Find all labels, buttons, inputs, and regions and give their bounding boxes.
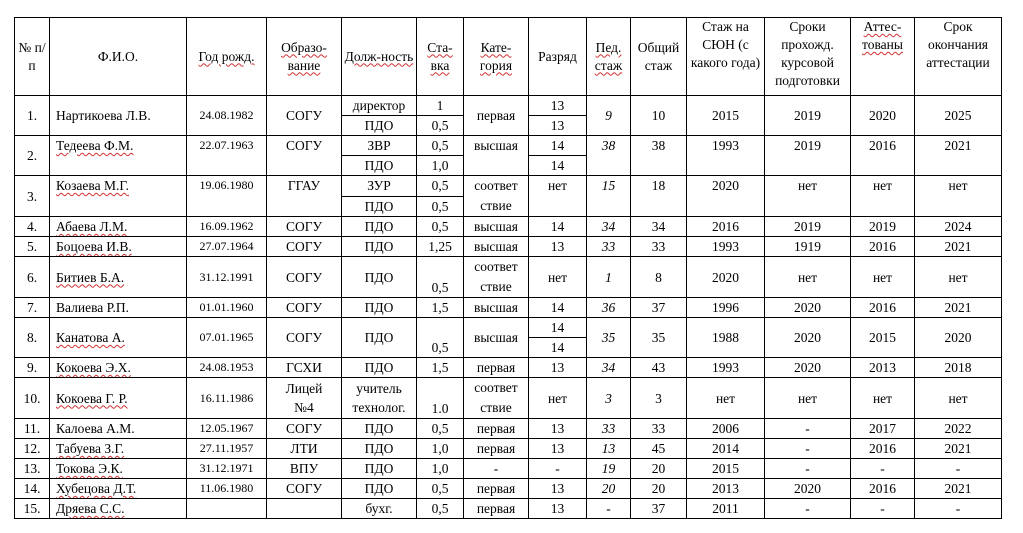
grade: 13 bbox=[529, 96, 587, 116]
rate: 1 bbox=[417, 96, 464, 116]
rate: 0,5 bbox=[417, 257, 464, 298]
attested-year: нет bbox=[851, 378, 915, 419]
row-number: 6. bbox=[15, 257, 50, 298]
attestation-end: 2021 bbox=[915, 237, 1002, 257]
grade: 13 bbox=[529, 499, 587, 519]
employee-name: Кокоева Э.Х. bbox=[50, 358, 187, 378]
ped-experience: 3 bbox=[587, 378, 631, 419]
header-grade: Разряд bbox=[529, 18, 587, 96]
row-number: 2. bbox=[15, 136, 50, 176]
attestation-end: 2021 bbox=[915, 136, 1002, 176]
attestation-end: нет bbox=[915, 176, 1002, 217]
attested-year: - bbox=[851, 459, 915, 479]
rate: 1,25 bbox=[417, 237, 464, 257]
birth-date: 16.09.1962 bbox=[187, 217, 267, 237]
employee-name: Дряева С.С. bbox=[50, 499, 187, 519]
total-experience: 3 bbox=[631, 378, 687, 419]
position: директор bbox=[342, 96, 417, 116]
category: высшая bbox=[464, 136, 529, 176]
grade: 13 bbox=[529, 237, 587, 257]
education bbox=[267, 499, 342, 519]
syun-since: 2016 bbox=[687, 217, 765, 237]
table-row bbox=[15, 176, 1002, 197]
header-att: Аттес-тованы bbox=[851, 18, 915, 96]
birth-date: 22.07.1963 bbox=[187, 136, 267, 176]
rate: 0,5 bbox=[417, 419, 464, 439]
position: ПДО bbox=[342, 459, 417, 479]
course-date: 2020 bbox=[765, 318, 851, 358]
header-ped: Пед. стаж bbox=[587, 18, 631, 96]
syun-since: 2014 bbox=[687, 439, 765, 459]
attestation-end: 2022 bbox=[915, 419, 1002, 439]
employee-name: Абаева Л.М. bbox=[50, 217, 187, 237]
attestation-end: 2018 bbox=[915, 358, 1002, 378]
attested-year: 2016 bbox=[851, 136, 915, 176]
total-experience: 35 bbox=[631, 318, 687, 358]
course-date: 2019 bbox=[765, 96, 851, 136]
employee-name: Козаева М.Г. bbox=[50, 176, 187, 217]
course-date: 2019 bbox=[765, 217, 851, 237]
total-experience: 20 bbox=[631, 459, 687, 479]
total-experience: 8 bbox=[631, 257, 687, 298]
birth-date: 27.11.1957 bbox=[187, 439, 267, 459]
category: соответ ствие bbox=[464, 257, 529, 298]
position: бухг. bbox=[342, 499, 417, 519]
position: ПДО bbox=[342, 479, 417, 499]
attestation-end: нет bbox=[915, 257, 1002, 298]
position: ПДО bbox=[342, 419, 417, 439]
attested-year: 2020 bbox=[851, 96, 915, 136]
ped-experience: 38 bbox=[587, 136, 631, 176]
position: ПДО bbox=[342, 116, 417, 136]
birth-date: 24.08.1982 bbox=[187, 96, 267, 136]
birth-date: 12.05.1967 bbox=[187, 419, 267, 439]
employee-name: Кокоева Г. Р. bbox=[50, 378, 187, 419]
header-edu: Образо-вание bbox=[267, 18, 342, 96]
attested-year: 2016 bbox=[851, 439, 915, 459]
category: первая bbox=[464, 439, 529, 459]
table-row bbox=[15, 419, 1002, 439]
ped-experience: 15 bbox=[587, 176, 631, 217]
table-row bbox=[15, 96, 1002, 116]
category: соответ ствие bbox=[464, 378, 529, 419]
table-row bbox=[15, 298, 1002, 318]
ped-experience: 9 bbox=[587, 96, 631, 136]
table-row bbox=[15, 237, 1002, 257]
education: ГГАУ bbox=[267, 176, 342, 217]
row-number: 14. bbox=[15, 479, 50, 499]
course-date: 2020 bbox=[765, 358, 851, 378]
table-row bbox=[15, 378, 1002, 419]
course-date: 2020 bbox=[765, 479, 851, 499]
grade: 13 bbox=[529, 439, 587, 459]
education: СОГУ bbox=[267, 237, 342, 257]
attestation-end: нет bbox=[915, 378, 1002, 419]
rate: 0,5 bbox=[417, 499, 464, 519]
birth-date: 31.12.1991 bbox=[187, 257, 267, 298]
syun-since: 1988 bbox=[687, 318, 765, 358]
header-num: № п/п bbox=[15, 18, 50, 96]
header-rate: Ста-вка bbox=[417, 18, 464, 96]
total-experience: 33 bbox=[631, 419, 687, 439]
category: высшая bbox=[464, 318, 529, 358]
rate: 1,5 bbox=[417, 298, 464, 318]
rate: 0,5 bbox=[417, 217, 464, 237]
ped-experience: 19 bbox=[587, 459, 631, 479]
rate: 0,5 bbox=[417, 318, 464, 358]
row-number: 11. bbox=[15, 419, 50, 439]
table-row bbox=[15, 217, 1002, 237]
row-number: 9. bbox=[15, 358, 50, 378]
education: ВПУ bbox=[267, 459, 342, 479]
row-number: 1. bbox=[15, 96, 50, 136]
employee-name: Хубецова Д.Т. bbox=[50, 479, 187, 499]
education: СОГУ bbox=[267, 298, 342, 318]
attested-year: 2016 bbox=[851, 298, 915, 318]
category: первая bbox=[464, 96, 529, 136]
category: первая bbox=[464, 419, 529, 439]
category: соответ ствие bbox=[464, 176, 529, 217]
birth-date: 19.06.1980 bbox=[187, 176, 267, 217]
course-date: - bbox=[765, 499, 851, 519]
syun-since: нет bbox=[687, 378, 765, 419]
birth-date: 01.01.1960 bbox=[187, 298, 267, 318]
total-experience: 43 bbox=[631, 358, 687, 378]
course-date: нет bbox=[765, 257, 851, 298]
position: ЗУР bbox=[342, 176, 417, 197]
rate: 1,5 bbox=[417, 358, 464, 378]
row-number: 8. bbox=[15, 318, 50, 358]
syun-since: 1993 bbox=[687, 237, 765, 257]
grade: 14 bbox=[529, 156, 587, 176]
syun-since: 1996 bbox=[687, 298, 765, 318]
attested-year: 2016 bbox=[851, 479, 915, 499]
education: Лицей №4 bbox=[267, 378, 342, 419]
position: ПДО bbox=[342, 298, 417, 318]
position: учитель технолог. bbox=[342, 378, 417, 419]
syun-since: 2013 bbox=[687, 479, 765, 499]
row-number: 4. bbox=[15, 217, 50, 237]
position: ПДО bbox=[342, 196, 417, 217]
total-experience: 37 bbox=[631, 499, 687, 519]
grade: - bbox=[529, 459, 587, 479]
category: высшая bbox=[464, 217, 529, 237]
attestation-end: 2021 bbox=[915, 479, 1002, 499]
header-course: Сроки прохожд. курсовой подготовки bbox=[765, 18, 851, 96]
employee-name: Канатова А. bbox=[50, 318, 187, 358]
course-date: 1919 bbox=[765, 237, 851, 257]
grade: 13 bbox=[529, 419, 587, 439]
table-row bbox=[15, 318, 1002, 338]
attestation-end: 2021 bbox=[915, 298, 1002, 318]
rate: 1,0 bbox=[417, 459, 464, 479]
education: СОГУ bbox=[267, 257, 342, 298]
education: СОГУ bbox=[267, 479, 342, 499]
syun-since: 1993 bbox=[687, 136, 765, 176]
syun-since: 2020 bbox=[687, 257, 765, 298]
total-experience: 38 bbox=[631, 136, 687, 176]
row-number: 7. bbox=[15, 298, 50, 318]
syun-since: 2015 bbox=[687, 96, 765, 136]
course-date: нет bbox=[765, 378, 851, 419]
header-dob: Год рожд. bbox=[187, 18, 267, 96]
position: ЗВР bbox=[342, 136, 417, 156]
position: ПДО bbox=[342, 257, 417, 298]
position: ПДО bbox=[342, 318, 417, 358]
attestation-end: - bbox=[915, 459, 1002, 479]
ped-experience: 34 bbox=[587, 217, 631, 237]
table-row bbox=[15, 459, 1002, 479]
course-date: - bbox=[765, 419, 851, 439]
total-experience: 34 bbox=[631, 217, 687, 237]
birth-date: 16.11.1986 bbox=[187, 378, 267, 419]
ped-experience: 33 bbox=[587, 419, 631, 439]
header-cat: Кате-гория bbox=[464, 18, 529, 96]
header-row bbox=[15, 18, 1002, 96]
ped-experience: 13 bbox=[587, 439, 631, 459]
attested-year: нет bbox=[851, 257, 915, 298]
rate: 0,5 bbox=[417, 136, 464, 156]
header-syun: Стаж на СЮН (с какого года) bbox=[687, 18, 765, 96]
rate: 1,0 bbox=[417, 156, 464, 176]
rate: 0,5 bbox=[417, 196, 464, 217]
staff-table bbox=[14, 17, 1002, 519]
birth-date: 27.07.1964 bbox=[187, 237, 267, 257]
row-number: 10. bbox=[15, 378, 50, 419]
header-end: Срок окончания аттестации bbox=[915, 18, 1002, 96]
category: - bbox=[464, 459, 529, 479]
course-date: 2020 bbox=[765, 298, 851, 318]
education: СОГУ bbox=[267, 96, 342, 136]
ped-experience: 1 bbox=[587, 257, 631, 298]
grade: 14 bbox=[529, 318, 587, 338]
attested-year: 2016 bbox=[851, 237, 915, 257]
grade: 14 bbox=[529, 298, 587, 318]
employee-name: Токова Э.К. bbox=[50, 459, 187, 479]
course-date: - bbox=[765, 459, 851, 479]
attested-year: 2019 bbox=[851, 217, 915, 237]
position: ПДО bbox=[342, 156, 417, 176]
employee-name: Нартикоева Л.В. bbox=[50, 96, 187, 136]
syun-since: 2006 bbox=[687, 419, 765, 439]
birth-date bbox=[187, 499, 267, 519]
rate: 1.0 bbox=[417, 378, 464, 419]
position: ПДО bbox=[342, 358, 417, 378]
grade: 14 bbox=[529, 338, 587, 358]
syun-since: 2011 bbox=[687, 499, 765, 519]
attested-year: 2015 bbox=[851, 318, 915, 358]
education: СОГУ bbox=[267, 318, 342, 358]
education: СОГУ bbox=[267, 419, 342, 439]
grade: 13 bbox=[529, 358, 587, 378]
course-date: 2019 bbox=[765, 136, 851, 176]
attestation-end: 2020 bbox=[915, 318, 1002, 358]
grade: нет bbox=[529, 378, 587, 419]
category: первая bbox=[464, 479, 529, 499]
employee-name: Битиев Б.А. bbox=[50, 257, 187, 298]
rate: 0,5 bbox=[417, 176, 464, 197]
category: первая bbox=[464, 499, 529, 519]
grade: 13 bbox=[529, 116, 587, 136]
category: высшая bbox=[464, 298, 529, 318]
employee-name: Боцоева И.В. bbox=[50, 237, 187, 257]
birth-date: 24.08.1953 bbox=[187, 358, 267, 378]
category: высшая bbox=[464, 237, 529, 257]
education: ГСХИ bbox=[267, 358, 342, 378]
education: СОГУ bbox=[267, 217, 342, 237]
birth-date: 07.01.1965 bbox=[187, 318, 267, 358]
total-experience: 33 bbox=[631, 237, 687, 257]
education: СОГУ bbox=[267, 136, 342, 176]
attestation-end: 2021 bbox=[915, 439, 1002, 459]
category: первая bbox=[464, 358, 529, 378]
header-pos: Долж-ность bbox=[342, 18, 417, 96]
grade: нет bbox=[529, 176, 587, 217]
row-number: 5. bbox=[15, 237, 50, 257]
rate: 0,5 bbox=[417, 479, 464, 499]
syun-since: 1993 bbox=[687, 358, 765, 378]
grade: 13 bbox=[529, 479, 587, 499]
grade: нет bbox=[529, 257, 587, 298]
attestation-end: 2025 bbox=[915, 96, 1002, 136]
table-row bbox=[15, 358, 1002, 378]
table-row bbox=[15, 439, 1002, 459]
ped-experience: 20 bbox=[587, 479, 631, 499]
education: ЛТИ bbox=[267, 439, 342, 459]
total-experience: 20 bbox=[631, 479, 687, 499]
attestation-end: 2024 bbox=[915, 217, 1002, 237]
total-experience: 37 bbox=[631, 298, 687, 318]
attested-year: нет bbox=[851, 176, 915, 217]
attested-year: - bbox=[851, 499, 915, 519]
total-experience: 18 bbox=[631, 176, 687, 217]
row-number: 12. bbox=[15, 439, 50, 459]
header-fio: Ф.И.О. bbox=[50, 18, 187, 96]
attested-year: 2013 bbox=[851, 358, 915, 378]
ped-experience: 36 bbox=[587, 298, 631, 318]
row-number: 3. bbox=[15, 176, 50, 217]
course-date: нет bbox=[765, 176, 851, 217]
ped-experience: 34 bbox=[587, 358, 631, 378]
row-number: 15. bbox=[15, 499, 50, 519]
total-experience: 10 bbox=[631, 96, 687, 136]
syun-since: 2015 bbox=[687, 459, 765, 479]
birth-date: 31.12.1971 bbox=[187, 459, 267, 479]
employee-name: Табуева З.Г. bbox=[50, 439, 187, 459]
course-date: - bbox=[765, 439, 851, 459]
position: ПДО bbox=[342, 217, 417, 237]
birth-date: 11.06.1980 bbox=[187, 479, 267, 499]
table-row bbox=[15, 136, 1002, 156]
attestation-end: - bbox=[915, 499, 1002, 519]
total-experience: 45 bbox=[631, 439, 687, 459]
employee-name: Калоева А.М. bbox=[50, 419, 187, 439]
row-number: 13. bbox=[15, 459, 50, 479]
rate: 0,5 bbox=[417, 116, 464, 136]
table-row bbox=[15, 499, 1002, 519]
position: ПДО bbox=[342, 237, 417, 257]
ped-experience: 33 bbox=[587, 237, 631, 257]
rate: 1,0 bbox=[417, 439, 464, 459]
employee-name: Тедеева Ф.М. bbox=[50, 136, 187, 176]
grade: 14 bbox=[529, 217, 587, 237]
grade: 14 bbox=[529, 136, 587, 156]
table-row bbox=[15, 479, 1002, 499]
position: ПДО bbox=[342, 439, 417, 459]
ped-experience: 35 bbox=[587, 318, 631, 358]
employee-name: Валиева Р.П. bbox=[50, 298, 187, 318]
syun-since: 2020 bbox=[687, 176, 765, 217]
header-total: Общий стаж bbox=[631, 18, 687, 96]
attested-year: 2017 bbox=[851, 419, 915, 439]
table-row bbox=[15, 257, 1002, 298]
ped-experience: - bbox=[587, 499, 631, 519]
